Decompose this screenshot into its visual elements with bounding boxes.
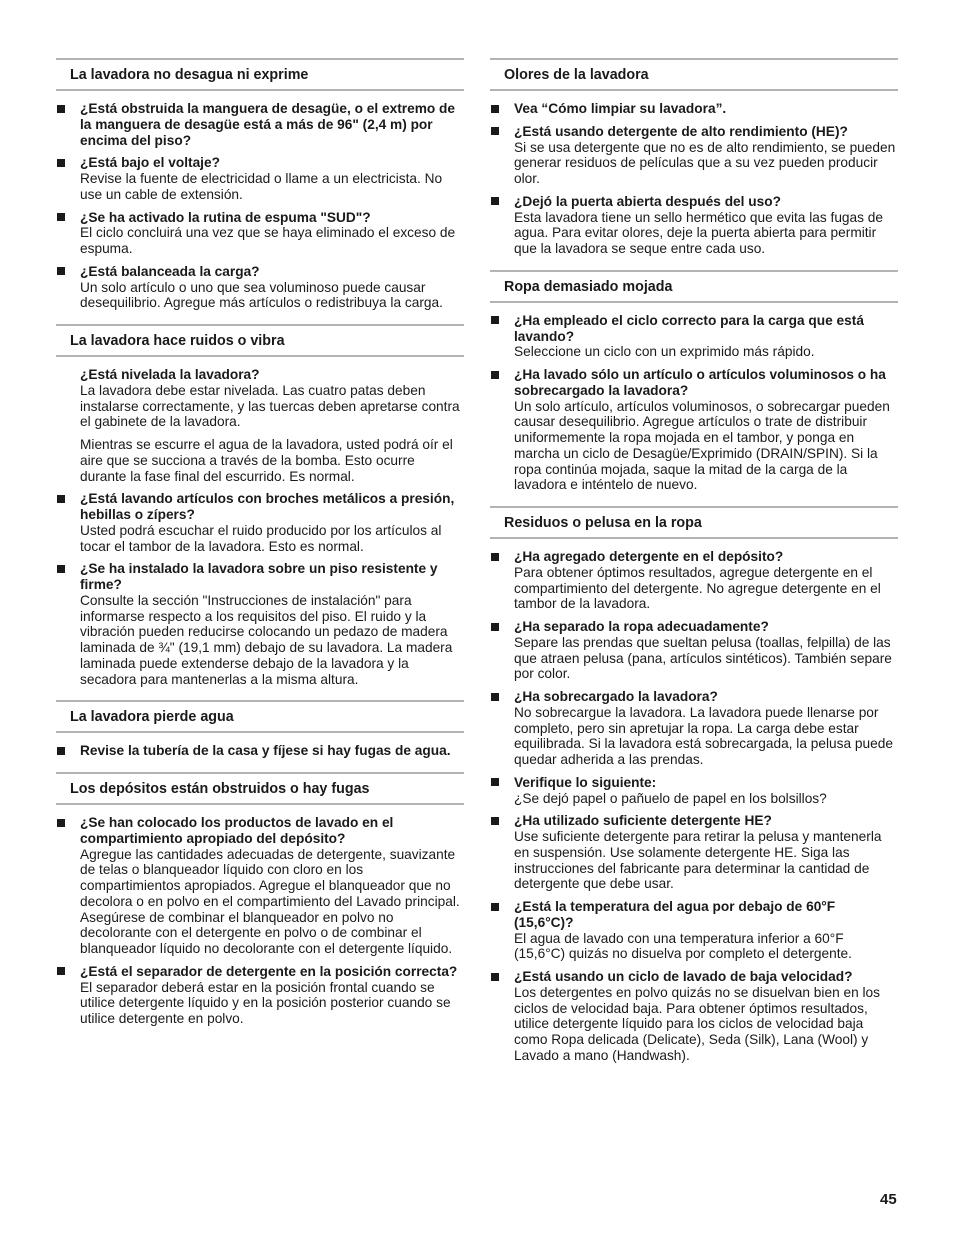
item-answer: Agregue las cantidades adecuadas de detergente, suavizante de telas o blanqueador líquido con cloro en los compartimientos apropiados. Agregue el blanqueador que no decolora o en polvo en el compartimiento del Lavado principal. Asegúrese de combinar el blanqueador en polvo no decolorante con el detergente en polvo o de combinar el blanqueador líquido no decolorante con el detergente líquido. (80, 846, 460, 956)
square-bullet-icon (57, 495, 65, 503)
list-item (56, 815, 464, 957)
square-bullet-icon (57, 565, 65, 573)
list-item (490, 101, 898, 117)
item-question: ¿Está bajo el voltaje? (80, 155, 220, 171)
item-answer: ¿Se dejó papel o pañuelo de papel en los bolsillos? (514, 790, 827, 806)
square-bullet-icon (57, 747, 65, 755)
item-answer: El separador deberá estar en la posición frontal cuando se utilice detergente líquido y en la posición posterior cuando se utilice detergente en polvo. (80, 979, 451, 1026)
list-item (490, 313, 898, 360)
item-question: ¿Ha agregado detergente en el depósito? (514, 549, 784, 564)
item-question: Revise la tubería de la casa y fíjese si hay fugas de agua. (80, 743, 451, 759)
item-question: ¿Dejó la puerta abierta después del uso? (514, 193, 781, 209)
list-item (490, 367, 898, 493)
item-question: ¿Está lavando artículos con broches metálicos a presión, hebillas o zípers? (80, 491, 455, 522)
left-column (56, 58, 464, 1034)
item-answer: Para obtener óptimos resultados, agregue detergente en el compartimiento del detergente. No agregue detergente en el tambor de la lavadora. (514, 564, 881, 612)
right-column (490, 58, 898, 1071)
item-question: ¿Está obstruida la manguera de desagüe, o el extremo de la manguera de desagüe está a más de 96" (2,4 m) por encima del piso? (80, 101, 455, 148)
item-answer: Separe las prendas que sueltan pelusa (toallas, felpilla) de las que atraen pelusa (pana, artículos sintéticos). También separe por color. (514, 634, 892, 682)
list-item (490, 549, 898, 612)
item-answer: No sobrecargue la lavadora. La lavadora puede llenarse por completo, pero sin apretujar la ropa. La carga debe estar equilibrada. Si la lavadora está sobrecargada, la pelusa puede quedar adherida a las prendas. (514, 704, 893, 767)
item-answer: El ciclo concluirá una vez que se haya eliminado el exceso de espuma. (80, 225, 456, 256)
item-question: ¿Está nivelada la lavadora? (80, 367, 260, 382)
item-question: ¿Ha empleado el ciclo correcto para la carga que está lavando? (514, 312, 864, 344)
item-answer: Si se usa detergente que no es de alto rendimiento, se pueden generar residuos de películas que a su vez pueden producir olor. (514, 139, 896, 186)
list-item (56, 367, 464, 430)
list-item (56, 101, 464, 148)
section-heading: La lavadora pierde agua (56, 700, 464, 733)
page-number: 45 (880, 1191, 897, 1208)
section-heading: La lavadora no desagua ni exprime (56, 58, 464, 91)
square-bullet-icon (491, 623, 499, 631)
item-answer: El agua de lavado con una temperatura inferior a 60°F (15,6°C) quizás no disuelva por completo el detergente. (514, 930, 852, 962)
item-question: ¿Ha sobrecargado la lavadora? (514, 689, 718, 704)
list-item (56, 264, 464, 311)
section-wet-clothes (490, 270, 898, 493)
section-no-drain (56, 58, 464, 311)
item-question: ¿Está usando detergente de alto rendimiento (HE)? (514, 123, 848, 139)
item-question: ¿Está balanceada la carga? (80, 263, 260, 279)
square-bullet-icon (57, 819, 65, 827)
item-question: ¿Está el separador de detergente en la posición correcta? (80, 963, 458, 979)
list-item (56, 964, 464, 1027)
list-item (56, 155, 464, 202)
square-bullet-icon (491, 973, 499, 981)
section-heading: Olores de la lavadora (490, 58, 898, 91)
section-odors (490, 58, 898, 257)
square-bullet-icon (57, 967, 65, 975)
item-answer: Esta lavadora tiene un sello hermético que evita las fugas de agua. Para evitar olores, deje la puerta abierta para permitir que la lavadora se seque entre cada uso. (514, 209, 884, 256)
item-answer: Revise la fuente de electricidad o llame a un electricista. No use un cable de extensión. (80, 171, 443, 202)
list-item (56, 561, 464, 687)
item-answer: La lavadora debe estar nivelada. Las cuatro patas deben instalarse correctamente, y las tuercas deben apretarse contra el gabinete de la lavadora. (80, 382, 460, 430)
square-bullet-icon (491, 903, 499, 911)
list-item (56, 491, 464, 554)
square-bullet-icon (491, 371, 499, 379)
item-answer: Use suficiente detergente para retirar la pelusa y mantenerla en suspensión. Use solamente detergente HE. Siga las instrucciones del fabricante para determinar la cantidad de detergente que debe usar. (514, 829, 882, 892)
item-question: ¿Está usando un ciclo de lavado de baja velocidad? (514, 969, 853, 984)
section-heading: Ropa demasiado mojada (490, 270, 898, 303)
list-item (490, 899, 898, 962)
square-bullet-icon (491, 693, 499, 701)
item-question: Verifique lo siguiente: (514, 774, 657, 790)
list-item (490, 813, 898, 892)
list-item (490, 619, 898, 682)
item-answer: Un solo artículo o uno que sea voluminoso puede causar desequilibrio. Agregue más artículos o redistribuya la carga. (80, 279, 443, 311)
item-answer: Consulte la sección "Instrucciones de instalación" para informarse respecto a los requisitos del piso. El ruido y la vibración pueden reducirse colocando un pedazo de madera laminada de ¾" (19,1 mm) debajo de su lavadora. La madera laminada puede extenderse debajo de la lavadora y la secadora para mantenerlas a la misma altura. (80, 592, 453, 687)
list-item (56, 743, 464, 759)
square-bullet-icon (57, 213, 65, 221)
item-answer: Un solo artículo, artículos voluminosos, o sobrecargar pueden causar desequilibrio. Agregue artículos o trate de distribuir uniformemente la ropa mojada en el tambor, y ponga en marcha un ciclo de Desagüe/Exprimido (DRAIN/SPIN). Si la ropa continúa mojada, saque la mitad de la carga de la lavadora e inténtelo de nuevo. (514, 398, 890, 493)
list-item (490, 194, 898, 257)
square-bullet-icon (491, 778, 499, 786)
square-bullet-icon (57, 105, 65, 113)
item-question: ¿Ha separado la ropa adecuadamente? (514, 619, 769, 634)
item-question: ¿Se ha instalado la lavadora sobre un piso resistente y firme? (80, 561, 438, 592)
item-answer: Mientras se escurre el agua de la lavadora, usted podrá oír el aire que se succiona a través de la bomba. Esto ocurre durante la fase final del escurrido. Es normal. (80, 437, 453, 484)
list-item (56, 437, 464, 484)
section-leak (56, 700, 464, 759)
list-item (490, 124, 898, 187)
item-question: Vea “Cómo limpiar su lavadora”. (514, 101, 727, 116)
section-noise (56, 324, 464, 687)
square-bullet-icon (491, 197, 499, 205)
list-item (490, 775, 898, 807)
item-answer: Usted podrá escuchar el ruido producido por los artículos al tocar el tambor de la lavadora. Esto es normal. (80, 522, 442, 554)
list-item (490, 969, 898, 1064)
section-lint (490, 506, 898, 1064)
item-question: ¿Ha utilizado suficiente detergente HE? (514, 813, 772, 829)
square-bullet-icon (57, 267, 65, 275)
square-bullet-icon (491, 105, 499, 113)
item-answer: Los detergentes en polvo quizás no se disuelvan bien en los ciclos de velocidad baja. Para obtener óptimos resultados, utilice detergente líquido para los ciclos de velocidad baja como Ropa delicada (Delicate), Seda (Silk), Lana (Wool) y Lavado a mano (Handwash). (514, 984, 881, 1063)
item-question: ¿Ha lavado sólo un artículo o artículos voluminosos o ha sobrecargado la lavadora? (514, 367, 886, 398)
square-bullet-icon (491, 127, 499, 135)
list-item (56, 210, 464, 257)
section-heading: La lavadora hace ruidos o vibra (56, 324, 464, 357)
square-bullet-icon (491, 553, 499, 561)
item-answer: Seleccione un ciclo con un exprimido más rápido. (514, 344, 815, 360)
section-heading: Residuos o pelusa en la ropa (490, 506, 898, 539)
item-question: ¿Está la temperatura del agua por debajo de 60°F (15,6°C)? (514, 899, 836, 930)
list-item (490, 689, 898, 768)
item-question: ¿Se ha activado la rutina de espuma "SUD"? (80, 209, 371, 225)
item-question: ¿Se han colocado los productos de lavado en el compartimiento apropiado del depósito? (80, 815, 394, 846)
square-bullet-icon (491, 817, 499, 825)
square-bullet-icon (491, 316, 499, 324)
square-bullet-icon (57, 159, 65, 167)
section-heading: Los depósitos están obstruidos o hay fugas (56, 772, 464, 805)
section-dispensers (56, 772, 464, 1027)
